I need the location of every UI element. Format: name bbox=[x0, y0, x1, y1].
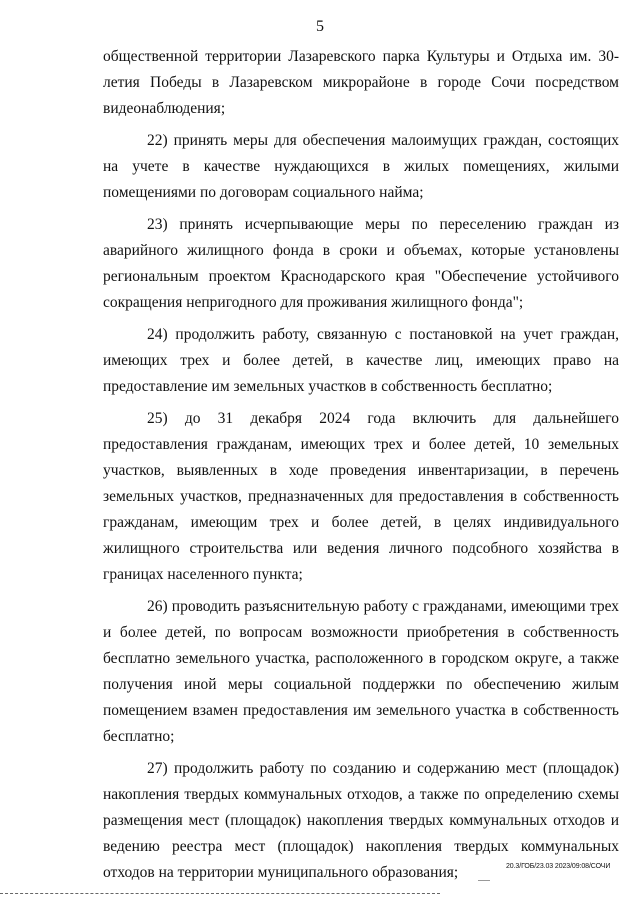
document-body bbox=[103, 44, 619, 892]
paragraph-item-27: 27) продолжить работу по созданию и содержанию мест (площадок) накопления твердых коммунальных отходов, а также по определению схемы размещения мест (площадок) накопления твердых коммунальных отходов и ведению реестра мест (площадок) накопления твердых коммунальных отходов на территории муниципального образования; bbox=[103, 760, 619, 881]
scan-artifact-line bbox=[0, 893, 440, 894]
paragraph-item-24: 24) продолжить работу, связанную с постановкой на учет граждан, имеющих трех и более детей, в качестве лиц, имеющих право на предоставление им земельных участков в собственность бесплатно; bbox=[103, 326, 619, 395]
scan-artifact-mark bbox=[478, 880, 490, 881]
paragraph-item-25: 25) до 31 декабря 2024 года включить для дальнейшего предоставления гражданам, имеющих трех и более детей, 10 земельных участков, выявленных в ходе проведения инвентаризации, в перечень земельных участков, предназначенных для предоставления в собственность гражданам, имеющим трех и более детей, в целях индивидуального жилищного строительства или ведения личного подсобного хозяйства в границах населенного пункта; bbox=[103, 410, 619, 583]
paragraph-item-23: 23) принять исчерпывающие меры по переселению граждан из аварийного жилищного фонда в сроки и объемах, которые установлены региональным проектом Краснодарского края "Обеспечение устойчивого сокращения непригодного для проживания жилищного фонда"; bbox=[103, 216, 619, 311]
paragraph-item-22: 22) принять меры для обеспечения малоимущих граждан, состоящих на учете в качестве нуждающихся в жилых помещениях, жилыми помещениями по договорам социального найма; bbox=[103, 132, 619, 201]
page-number: 5 bbox=[316, 18, 324, 35]
paragraph-item-26: 26) проводить разъяснительную работу с гражданами, имеющими трех и более детей, по вопросам возможности приобретения в собственность бесплатно земельного участка, расположенного в городском округе, а также получения иной меры социальной поддержки по обеспечению жилым помещением взамен предоставления им земельного участка в собственность бесплатно; bbox=[103, 598, 619, 745]
document-footer-code: 20.3/ГОБ/23.03 2023/09:08/СОЧИ bbox=[506, 863, 611, 870]
paragraph-continuation: общественной территории Лазаревского парка Культуры и Отдыха им. 30-летия Победы в Лазаревском микрорайоне в городе Сочи посредством видеонаблюдения; bbox=[103, 48, 619, 117]
